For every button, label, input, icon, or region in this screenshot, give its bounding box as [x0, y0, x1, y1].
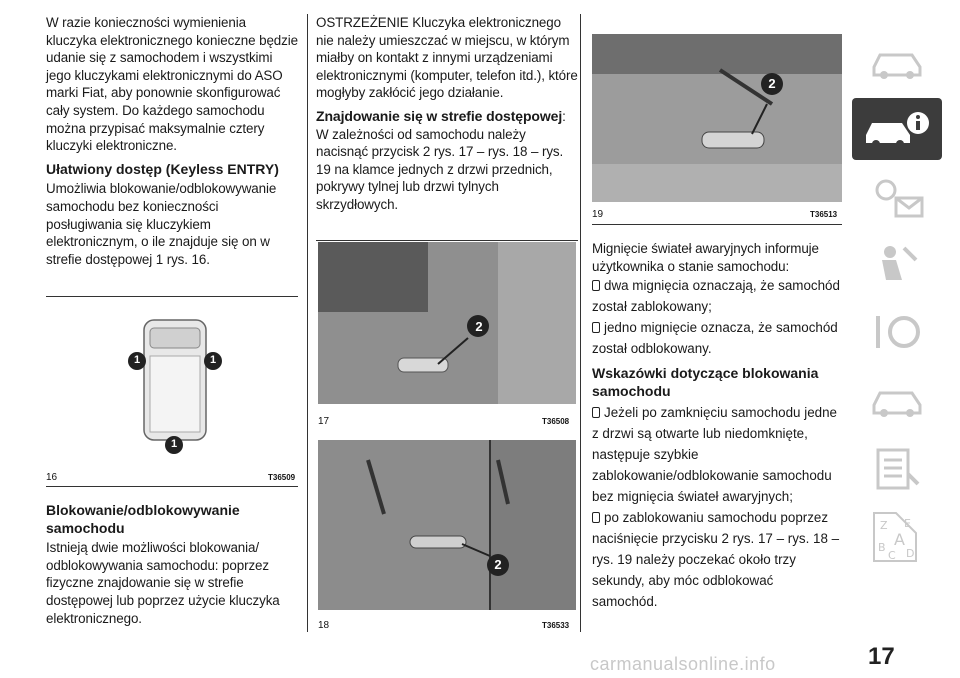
figure-code: T36508	[542, 417, 570, 426]
svg-text:D: D	[906, 547, 915, 560]
column-1-lower	[46, 502, 298, 627]
section-heading: Blokowanie/odblokowywanie samochodu	[46, 502, 240, 536]
callout-2: 2	[768, 76, 776, 91]
svg-text:Z: Z	[880, 519, 888, 532]
figure-rule	[46, 486, 298, 487]
figure-17	[318, 242, 576, 404]
section-heading: Ułatwiony dostęp (Keyless ENTRY)	[46, 160, 279, 177]
checkbox-bullet-icon	[592, 280, 600, 291]
figure-number: 17	[318, 416, 330, 427]
figure-code: T36513	[810, 210, 838, 219]
figure-18	[318, 440, 576, 610]
checkbox-bullet-icon	[592, 512, 600, 523]
column-separator	[307, 14, 308, 632]
column-separator	[580, 14, 581, 632]
paragraph: Mignięcie świateł awaryjnych informuje użytkownika o stanie samochodu:	[592, 241, 819, 274]
svg-text:C: C	[888, 549, 896, 562]
figure-rule	[592, 224, 842, 225]
steering-key-icon	[866, 308, 928, 358]
car-info-icon	[862, 107, 932, 151]
callout-2: 2	[494, 557, 502, 572]
tab-starting-driving[interactable]	[852, 302, 942, 364]
maintenance-list-icon	[866, 444, 928, 494]
paragraph: Istnieją dwie możliwości blokowania/ odblokowywania samochodu: poprzez fizyczne znajdowanie się w strefie dostępowej lub poprzez użycie kluczyka elektronicznego.	[46, 540, 280, 626]
callout-2: 2	[475, 319, 483, 334]
tailgate-handle-photo	[592, 34, 842, 202]
bullet-text: po zablokowaniu samochodu poprzez naciśnięcie przycisku 2 rys. 17 – rys. 18 – rys. 19 należy poczekać około trzy sekundy, aby móc odblokować samochód.	[592, 510, 840, 610]
tab-maintenance[interactable]	[852, 438, 942, 500]
tab-emergency[interactable]	[852, 370, 942, 432]
tab-index[interactable]	[852, 506, 942, 568]
column-3	[592, 240, 842, 612]
tab-safety[interactable]	[852, 234, 942, 296]
paragraph: : W zależności od samochodu należy nacisnąć przycisk 2 rys. 17 – rys. 18 – rys. 19 na klamce jednych z drzwi przednich, pokrywy tylnej lub drzwi tylnych skrzydłowych.	[316, 108, 566, 212]
paragraph: OSTRZEŻENIE Kluczyka elektronicznego nie należy umieszczać w miejscu, w którym miałby on kontakt z innymi urządzeniami elektronicznymi (komputer, telefon itd.), które mogłyby zakłócić jego działanie.	[316, 15, 578, 101]
svg-text:A: A	[894, 530, 905, 549]
figure-rule	[46, 296, 298, 297]
tab-car-info[interactable]	[852, 98, 942, 160]
figure-code: T36509	[268, 473, 296, 482]
front-door-handle-photo	[318, 242, 576, 404]
bullet-text: Jeżeli po zamknięciu samochodu jedne z drzwi są otwarte lub niedomknięte, następuje szybkie zablokowanie/odblokowanie samochodu bez mignięcia świateł awaryjnych;	[592, 405, 837, 505]
alphabet-index-icon	[866, 509, 928, 565]
callout-1: 1	[170, 438, 178, 450]
inline-heading: Znajdowanie się w strefie dostępowej	[316, 107, 563, 124]
column-2	[316, 14, 578, 214]
rear-door-handle-photo	[318, 440, 576, 610]
bullet-text: jedno mignięcie oznacza, że samochód został odblokowany.	[592, 320, 838, 357]
figure-code: T36533	[542, 621, 570, 630]
svg-text:E: E	[904, 517, 911, 530]
tab-lights-warning[interactable]	[852, 166, 942, 228]
car-emergency-icon	[866, 381, 928, 421]
figure-number: 16	[46, 472, 58, 483]
watermark: carmanualsonline.info	[590, 654, 776, 674]
airbag-safety-icon	[866, 240, 928, 290]
callout-1: 1	[209, 354, 217, 366]
figure-number: 19	[592, 209, 604, 220]
lights-warning-icon	[866, 172, 928, 222]
section-heading: Wskazówki dotyczące blokowania samochodu	[592, 365, 819, 399]
svg-text:B: B	[878, 541, 886, 554]
figure-rule	[316, 240, 578, 241]
tab-dashboard[interactable]	[852, 30, 942, 92]
figure-number: 18	[318, 620, 330, 631]
page-number: 17	[868, 643, 895, 670]
bullet-text: dwa mignięcia oznaczają, że samochód został zablokowany;	[592, 278, 840, 315]
checkbox-bullet-icon	[592, 407, 600, 418]
car-dashboard-icon	[866, 41, 928, 81]
paragraph: Umożliwia blokowanie/odblokowywanie samochodu bez konieczności posługiwania się kluczykiem elektronicznym, o ile znajduje się on w strefie dostępowej 1 rys. 16.	[46, 181, 277, 267]
callout-1: 1	[133, 354, 141, 366]
checkbox-bullet-icon	[592, 322, 600, 333]
paragraph: W razie konieczności wymienienia kluczyka elektronicznego konieczne będzie udanie się z samochodem i wszystkimi jego kluczykami elektronicznymi do ASO marki Fiat, aby ponownie skonfigurować cały system. Do każdego samochodu można przypisać maksymalnie cztery kluczyki elektroniczne.	[46, 15, 298, 154]
figure-19	[592, 34, 842, 202]
column-1	[46, 14, 298, 268]
